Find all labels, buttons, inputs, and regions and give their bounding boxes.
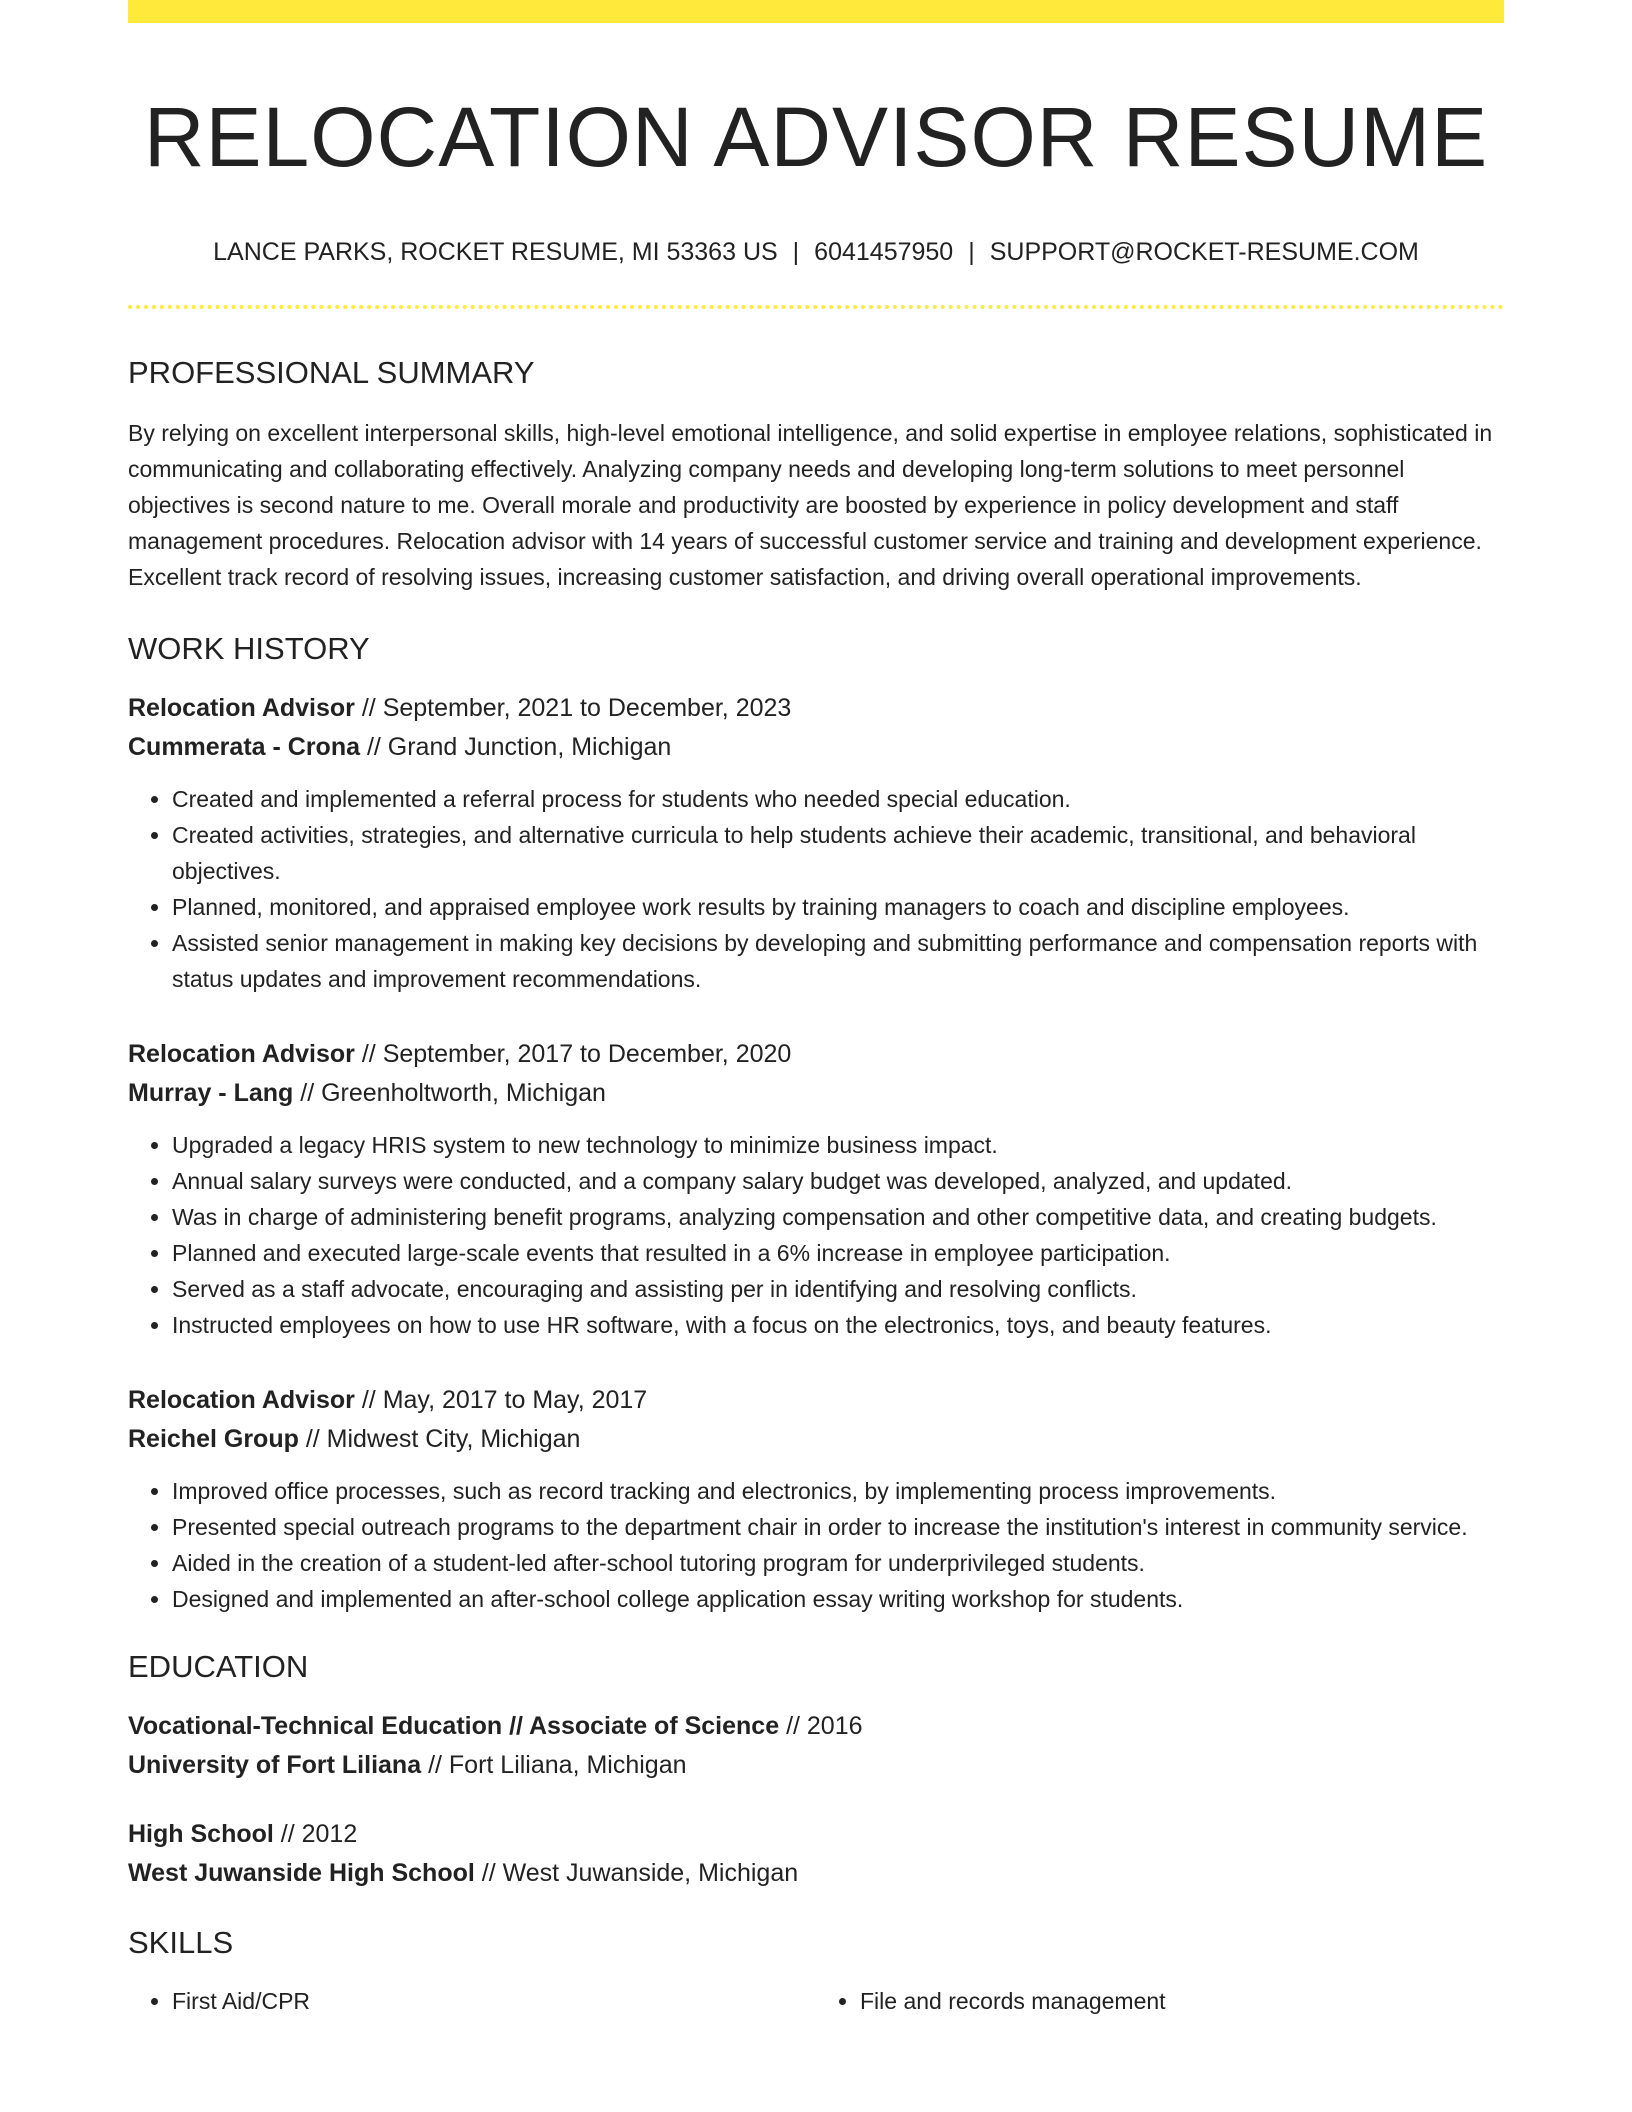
job-company: Reichel Group [128,1424,299,1453]
job-location: // Greenholtworth, Michigan [300,1078,606,1107]
skills-list [128,1983,1504,2019]
job-entry [128,1381,1504,1617]
job-company-line [128,728,1504,767]
job-title-line [128,689,1504,728]
job-bullet: • Designed and implemented an after-school college application essay writing workshop for students. [172,1581,1504,1617]
skill-item: • File and records management [860,1983,1504,2019]
job-company: Cummerata - Crona [128,732,360,761]
contact-line [128,238,1504,267]
job-bullet: • Assisted senior management in making key decisions by developing and submitting performance and compensation reports with status updates and improvement recommendations. [172,925,1504,997]
job-bullet: • Served as a staff advocate, encouraging and assisting per in identifying and resolving conflicts. [172,1271,1504,1307]
accent-bar [128,0,1504,23]
skills-column-right [816,1983,1504,2019]
job-title: Relocation Advisor [128,693,355,722]
job-bullet: • Instructed employees on how to use HR software, with a focus on the electronics, toys, and beauty features. [172,1307,1504,1343]
job-bullet: • Planned and executed large-scale events that resulted in a 6% increase in employee participation. [172,1235,1504,1271]
job-company-line [128,1420,1504,1459]
education-entry [128,1707,1504,1785]
degree: High School [128,1819,274,1848]
skills-column-left [128,1983,816,2019]
school-line [128,1854,1504,1893]
skills-heading: SKILLS [128,1924,234,1960]
job-bullet: • Was in charge of administering benefit programs, analyzing compensation and other competitive data, and creating budgets. [172,1199,1504,1235]
skill-item: • First Aid/CPR [172,1983,816,2019]
job-company: Murray - Lang [128,1078,294,1107]
resume-title: RELOCATION ADVISOR RESUME [143,90,1489,184]
school-location: // Fort Liliana, Michigan [428,1750,687,1779]
job-location: // Midwest City, Michigan [305,1424,581,1453]
job-bullet: • Annual salary surveys were conducted, and a company salary budget was developed, analyzed, and updated. [172,1163,1504,1199]
contact-email: SUPPORT@ROCKET-RESUME.COM [989,237,1419,266]
dotted-divider [128,305,1504,309]
degree: Vocational-Technical Education // Associate of Science [128,1711,780,1740]
graduation-year: // 2016 [786,1711,863,1740]
contact-separator: | [792,237,800,266]
job-dates: // September, 2017 to December, 2020 [361,1039,792,1068]
job-title-line [128,1381,1504,1420]
job-bullet: • Created activities, strategies, and alternative curricula to help students achieve their academic, transitional, and behavioral objectives. [172,817,1504,889]
school-name: University of Fort Liliana [128,1750,422,1779]
job-company-line [128,1074,1504,1113]
contact-address: LANCE PARKS, ROCKET RESUME, MI 53363 US [213,237,778,266]
education-entry [128,1815,1504,1893]
job-bullets [128,1473,1504,1617]
job-bullet: • Improved office processes, such as record tracking and electronics, by implementing process improvements. [172,1473,1504,1509]
school-name: West Juwanside High School [128,1858,475,1887]
job-bullet: • Created and implemented a referral process for students who needed special education. [172,781,1504,817]
school-line [128,1746,1504,1785]
resume-page [128,0,1504,2019]
work-history-heading: WORK HISTORY [128,630,370,666]
job-entry [128,689,1504,997]
job-dates: // September, 2021 to December, 2023 [361,693,792,722]
job-title-line [128,1035,1504,1074]
contact-phone: 6041457950 [814,237,954,266]
degree-line [128,1815,1504,1854]
job-dates: // May, 2017 to May, 2017 [361,1385,648,1414]
job-entry [128,1035,1504,1343]
job-bullet: • Planned, monitored, and appraised employee work results by training managers to coach and discipline employees. [172,889,1504,925]
job-title: Relocation Advisor [128,1385,355,1414]
job-bullets [128,781,1504,997]
contact-separator: | [968,237,975,266]
job-title: Relocation Advisor [128,1039,355,1068]
school-location: // West Juwanside, Michigan [481,1858,799,1887]
summary-heading: PROFESSIONAL SUMMARY [128,354,535,390]
job-location: // Grand Junction, Michigan [366,732,672,761]
job-bullet: • Presented special outreach programs to the department chair in order to increase the institution's interest in community service. [172,1509,1504,1545]
job-bullet: • Aided in the creation of a student-led after-school tutoring program for underprivileged students. [172,1545,1504,1581]
degree-line [128,1707,1504,1746]
graduation-year: // 2012 [280,1819,358,1848]
education-heading: EDUCATION [128,1648,309,1684]
job-bullet: • Upgraded a legacy HRIS system to new technology to minimize business impact. [172,1127,1504,1163]
job-bullets [128,1127,1504,1343]
summary-text: By relying on excellent interpersonal skills, high-level emotional intelligence, and solid expertise in employee relations, sophisticated in communicating and collaborating effectively. Analyzing company needs and developing long-term solutions to meet personnel objectives is second nature to me. Overall morale and productivity are boosted by experience in policy development and staff management procedures. Relocation advisor with 14 years of successful customer service and training and development experience. Excellent track record of resolving issues, increasing customer satisfaction, and driving overall operational improvements. [128,419,1493,590]
